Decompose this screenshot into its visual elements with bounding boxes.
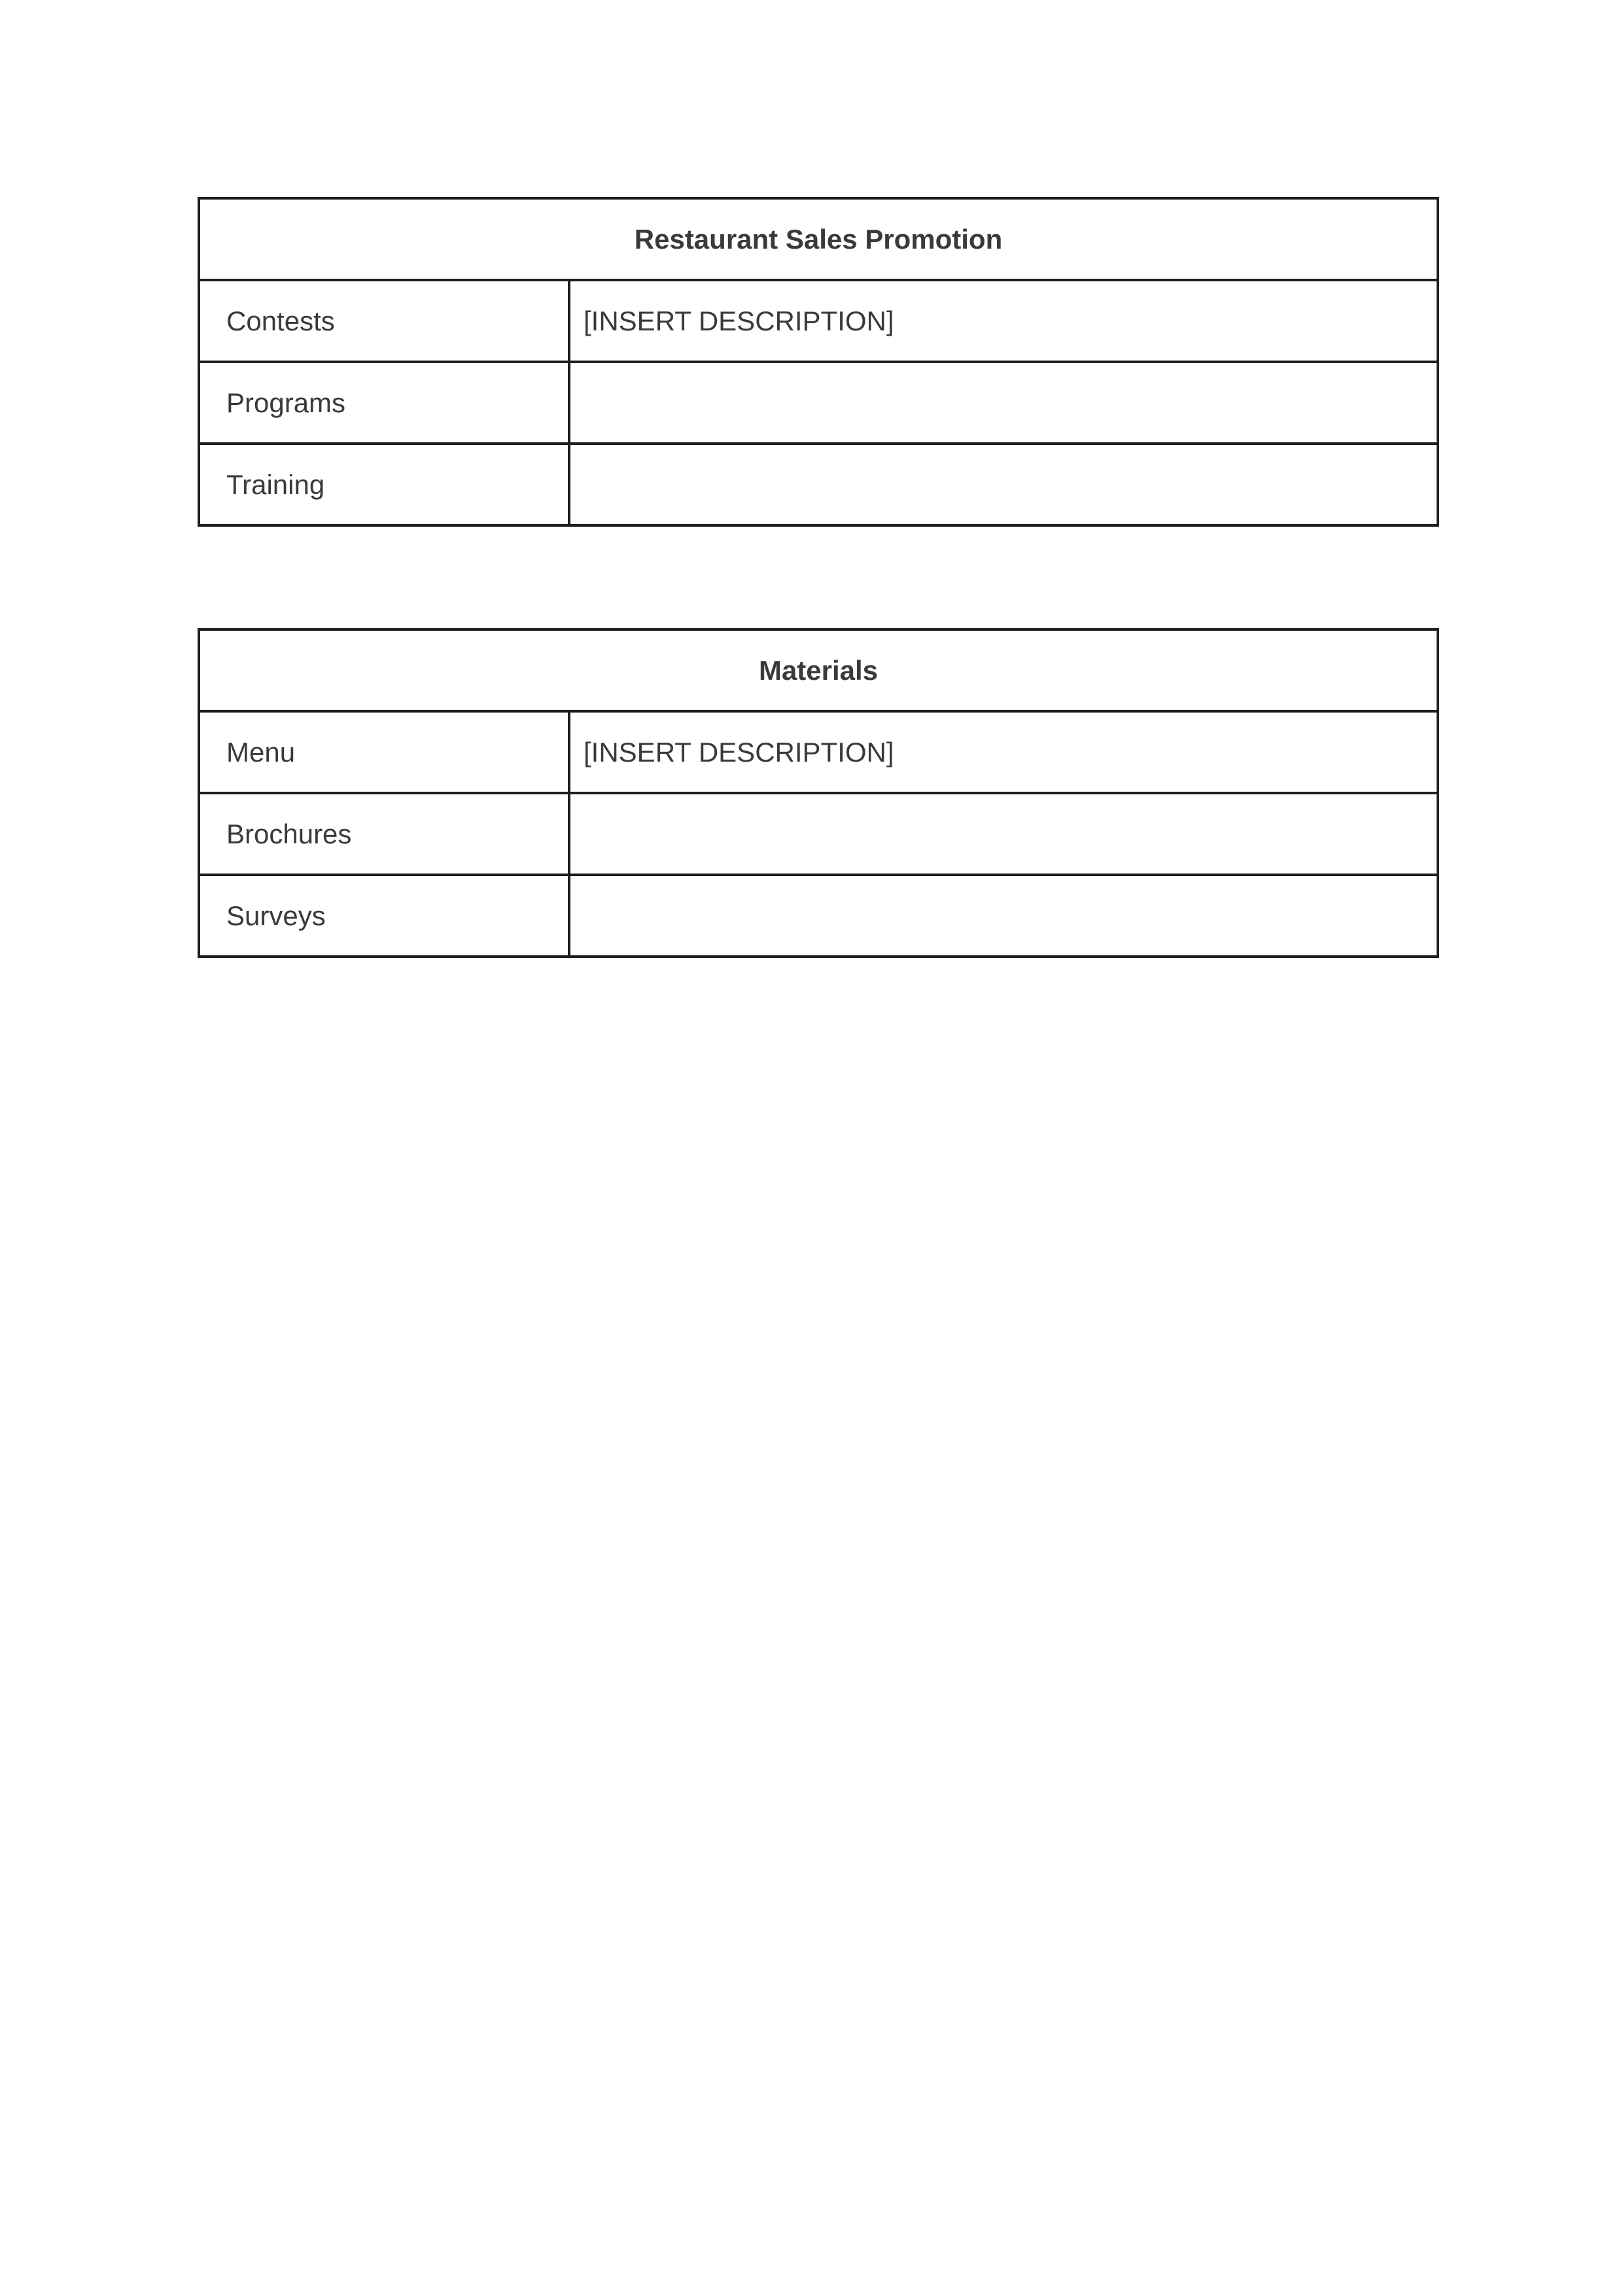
- table-row: [199, 711, 1438, 793]
- table-title: Materials: [199, 629, 1438, 711]
- row-description[interactable]: [569, 444, 1438, 525]
- sales-promotion-table: [198, 197, 1439, 527]
- table-row: [199, 444, 1438, 525]
- materials-table: [198, 628, 1439, 958]
- table-row: [199, 280, 1438, 362]
- row-label: Brochures: [199, 793, 569, 875]
- table-title: Restaurant Sales Promotion: [199, 198, 1438, 280]
- row-description[interactable]: [569, 362, 1438, 444]
- table-row: [199, 793, 1438, 875]
- row-label: Training: [199, 444, 569, 525]
- row-label: Menu: [199, 711, 569, 793]
- table-row: [199, 362, 1438, 444]
- table-header-row: [199, 198, 1438, 280]
- row-description[interactable]: [569, 793, 1438, 875]
- row-description[interactable]: [INSERT DESCRIPTION]: [569, 280, 1438, 362]
- table-header-row: [199, 629, 1438, 711]
- row-label: Surveys: [199, 875, 569, 957]
- row-label: Programs: [199, 362, 569, 444]
- row-description[interactable]: [569, 875, 1438, 957]
- row-description[interactable]: [INSERT DESCRIPTION]: [569, 711, 1438, 793]
- row-label: Contests: [199, 280, 569, 362]
- table-row: [199, 875, 1438, 957]
